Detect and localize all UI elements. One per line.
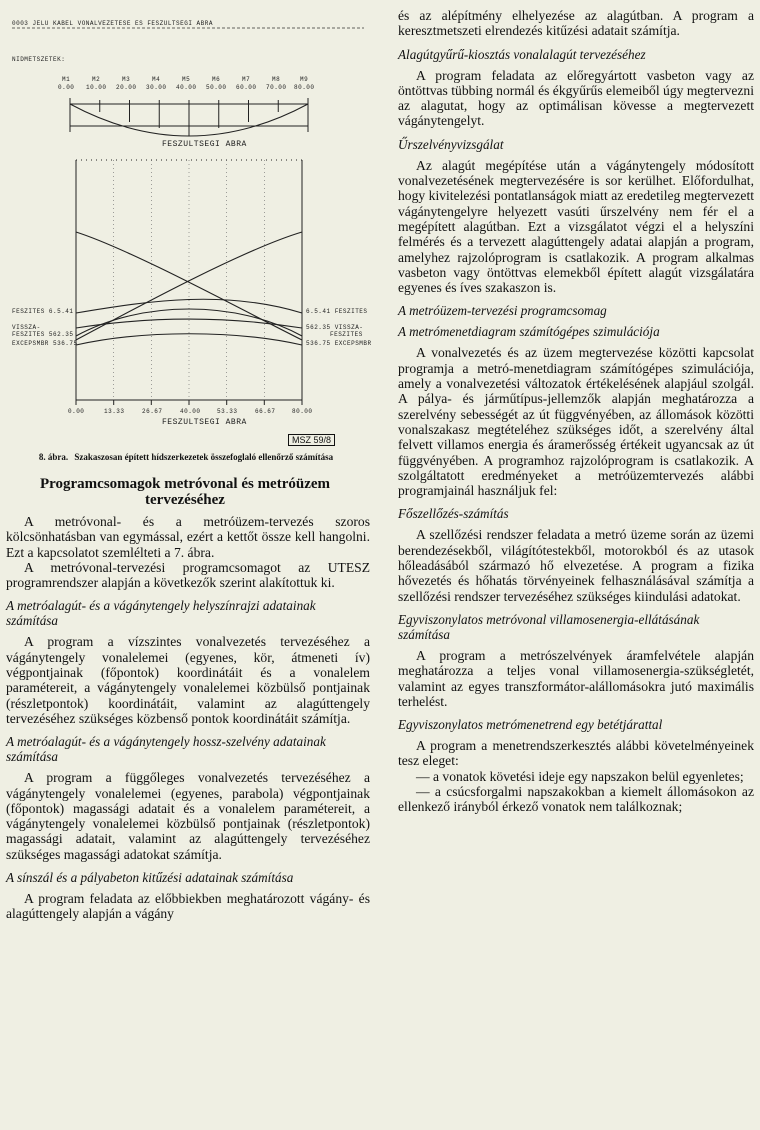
- station-value: 30.00: [146, 84, 167, 91]
- paragraph: A program feladata az előbbiekben meghatározott vágány- és alagúttengely alapján a vágány: [6, 891, 370, 922]
- subsection-heading: Egyviszonylatos metróvonal villamosenergia-ellátásának számítása: [398, 611, 700, 642]
- caption-text: Szakaszosan épített hídszerkezetek összefoglaló ellenőrző számítása: [74, 452, 334, 462]
- axis-tick: 0.00: [68, 408, 85, 415]
- section-heading: Programcsomagok metróvonal és metróüzem tervezéséhez: [39, 476, 331, 508]
- paragraph: A vonalvezetés és az üzem megtervezése közötti kapcsolat programja a metró-menetdiagram számítógépes szimulációja, amely a vonalvezetési változatok értékelésének alapjául szolgál. A pálya- és járműtípus-jellemzők alapján meghatározza a szerelvény sebességét az út függvényében, az állomások közötti vonalszakasz megtételéhez szükséges időt, a szerelvény által felvett villamos energia és áramerősség értékeit ugyancsak az út függvényében. A programhoz rajzolóprogram is csatlakozik. A szolgáltatott eredményeket a metróüzemtervezés alábbi programjainál használjuk fel:: [398, 345, 754, 499]
- station-label: M2: [92, 76, 101, 83]
- left-curve-label: FESZITES 562.35: [12, 331, 74, 338]
- right-curve-label: 6.5.41 FESZITES: [306, 308, 368, 315]
- paragraph: A program a függőleges vonalvezetés tervezéséhez a vágánytengely vonalelemei (egyenes, parabola) végpontjainak (főpontok) magassági adatait és a vonalelem paramétereit, a vágánytengely vonalelemei közbülső pontjainak (részletpontok) magassági adatait, valamint az alagúttengely tervezéséhez szükséges magassági adatokat számítja.: [6, 770, 370, 862]
- figure-badge: MSZ 59/8: [288, 434, 335, 446]
- requirement-list: [398, 769, 754, 815]
- subsection-heading: A sínszál és a pályabeton kitűzési adatainak számítása: [6, 870, 294, 886]
- subsection-heading: Űrszelvényvizsgálat: [398, 136, 504, 152]
- subsection-heading: Főszellőzés-számítás: [398, 506, 509, 522]
- station-value: 70.00: [266, 84, 287, 91]
- station-label: M7: [242, 76, 251, 83]
- station-value: 20.00: [116, 84, 137, 91]
- axis-tick: 13.33: [104, 408, 125, 415]
- station-value: 60.00: [236, 84, 257, 91]
- right-column: [398, 0, 754, 815]
- axis-tick: 66.67: [255, 408, 276, 415]
- left-curve-label: FESZITES 6.5.41: [12, 308, 74, 315]
- paragraph: A program a menetrendszerkesztés alábbi követelményeinek tesz eleget:: [398, 738, 754, 769]
- paragraph: A program a metrószelvények áramfelvétele alapján meghatározza a teljes vonal villamosenergia-szükségletét, valamint az egyes transzformátor-alállomásokra jutó maximális terhelést.: [398, 647, 754, 709]
- figure-caption: [6, 452, 366, 462]
- subsection-heading: A metróalagút- és a vágánytengely helyszínrajzi adatainak számítása: [6, 598, 316, 629]
- station-label: M5: [182, 76, 191, 83]
- station-label: M9: [300, 76, 309, 83]
- station-label: M3: [122, 76, 131, 83]
- left-curve-label: VISSZA-: [12, 324, 41, 331]
- right-curve-label: FESZITES: [330, 331, 363, 338]
- subsection-heading: A metróüzem-tervezési programcsomag: [398, 303, 607, 319]
- axis-title: FESZULTSEGI ABRA: [162, 418, 247, 427]
- list-item: — a csúcsforgalmi napszakokban a kiemelt állomásokon az ellenkező irányból érkező vonatok nem találkoznak;: [398, 783, 754, 815]
- station-value: 0.00: [58, 84, 75, 91]
- station-label: M1: [62, 76, 71, 83]
- subsection-heading: A metrómenetdiagram számítógépes szimulációja: [398, 324, 660, 340]
- paragraph: Az alagút megépítése után a vágánytengely módosított vonalvezetésének megtervezésére is sor kerülhet. Előfordulhat, hogy kivitelezési pontatlanságok miatt az eredetileg megtervezett vágánytengelyre helyezett vasúti űrszelvény nem fér el a megépített alagútban. Ezt a vizsgálatot végzi el a helyszíni felmérés és a tervezett alagúttengely adatai alapján a program, amelyhez rajzolóprogram is csatlakozik. A program alkalmas vasbeton vagy öntöttvas elemekből épített alagút vizsgálatára egyenes és íves szakaszon is.: [398, 157, 754, 296]
- axis-tick: 26.67: [142, 408, 163, 415]
- station-label: M4: [152, 76, 161, 83]
- figure-drawing: [12, 0, 372, 440]
- left-column: [6, 0, 370, 922]
- right-curve-label: 562.35 VISSZA-: [306, 324, 364, 331]
- station-value: 80.00: [294, 84, 315, 91]
- axis-tick: 80.00: [292, 408, 313, 415]
- station-value: 40.00: [176, 84, 197, 91]
- station-value: 50.00: [206, 84, 227, 91]
- figure-header: 0003 JELU KABEL VONALVEZETESE ES FESZULTSEGI ABRA: [12, 20, 213, 27]
- caption-number: 8. ábra.: [38, 452, 69, 462]
- station-label: M8: [272, 76, 281, 83]
- figure: [12, 0, 372, 445]
- paragraph: A program feladata az előregyártott vasbeton vagy az öntöttvas tübbing normál és ékgyűrűs elemeiből úgy megtervezni az alagutat, hogy az optimálisan kövesse a megtervezett vágánytengelyt.: [398, 67, 754, 129]
- paragraph: A metróvonal- és a metróüzem-tervezés szoros kölcsönhatásban van egymással, ezért a kettőt össze kell hangolni. Ezt a kapcsolatot szemlélteti a 7. ábra.: [6, 514, 370, 560]
- axis-tick: 40.00: [180, 408, 201, 415]
- axis-tick: 53.33: [217, 408, 238, 415]
- subsection-heading: Alagútgyűrű-kiosztás vonalalagút tervezéséhez: [398, 46, 646, 62]
- paragraph: A program a vízszintes vonalvezetés tervezéséhez a vágánytengely vonalelemei (egyenes, kör, átmeneti ív) végpontjainak (főpontok) koordinátáit és a vonalelem paramétereit, a vágánytengely vonalelemei közbülső pontjainak (részletpontok) koordinátáit, valamint az alagúttengely tervezéséhez szükséges közbenső pontok koordinátáit számítja.: [6, 634, 370, 726]
- right-curve-label: 536.75 EXCEPSMBR: [306, 340, 372, 347]
- paragraph: és az alépítmény elhelyezése az alagútban. A program a keresztmetszeti elrendezés kitűzési adatait számítja.: [398, 8, 754, 39]
- list-item: — a vonatok követési ideje egy napszakon belül egyenletes;: [416, 768, 744, 784]
- station-label: M6: [212, 76, 221, 83]
- figure-subheader: NIDMETSZETEK:: [12, 56, 66, 63]
- left-curve-label: EXCEPSMBR 536.75: [12, 340, 78, 347]
- paragraph: A metróvonal-tervezési programcsomagot az UTESZ programrendszer alapján a következők szerint alakítottuk ki.: [6, 559, 370, 591]
- subsection-heading: Egyviszonylatos metrómenetrend egy betétjárattal: [398, 717, 663, 733]
- paragraph: A szellőzési rendszer feladata a metró üzeme során az üzemi berendezésekből, világítótestekből, motorokból és az utasok hőleadásából származó hő elvezetése. A program a fizika hővezetés és hőhatás törvényeinek felhasználásával számítja a szellőzési rendszer tervezéséhez szükséges kiindulási adatokat.: [398, 527, 754, 604]
- subsection-heading: A metróalagút- és a vágánytengely hossz-szelvény adatainak számítása: [6, 734, 326, 765]
- section-title: FESZULTSEGI ABRA: [162, 140, 247, 149]
- station-value: 10.00: [86, 84, 107, 91]
